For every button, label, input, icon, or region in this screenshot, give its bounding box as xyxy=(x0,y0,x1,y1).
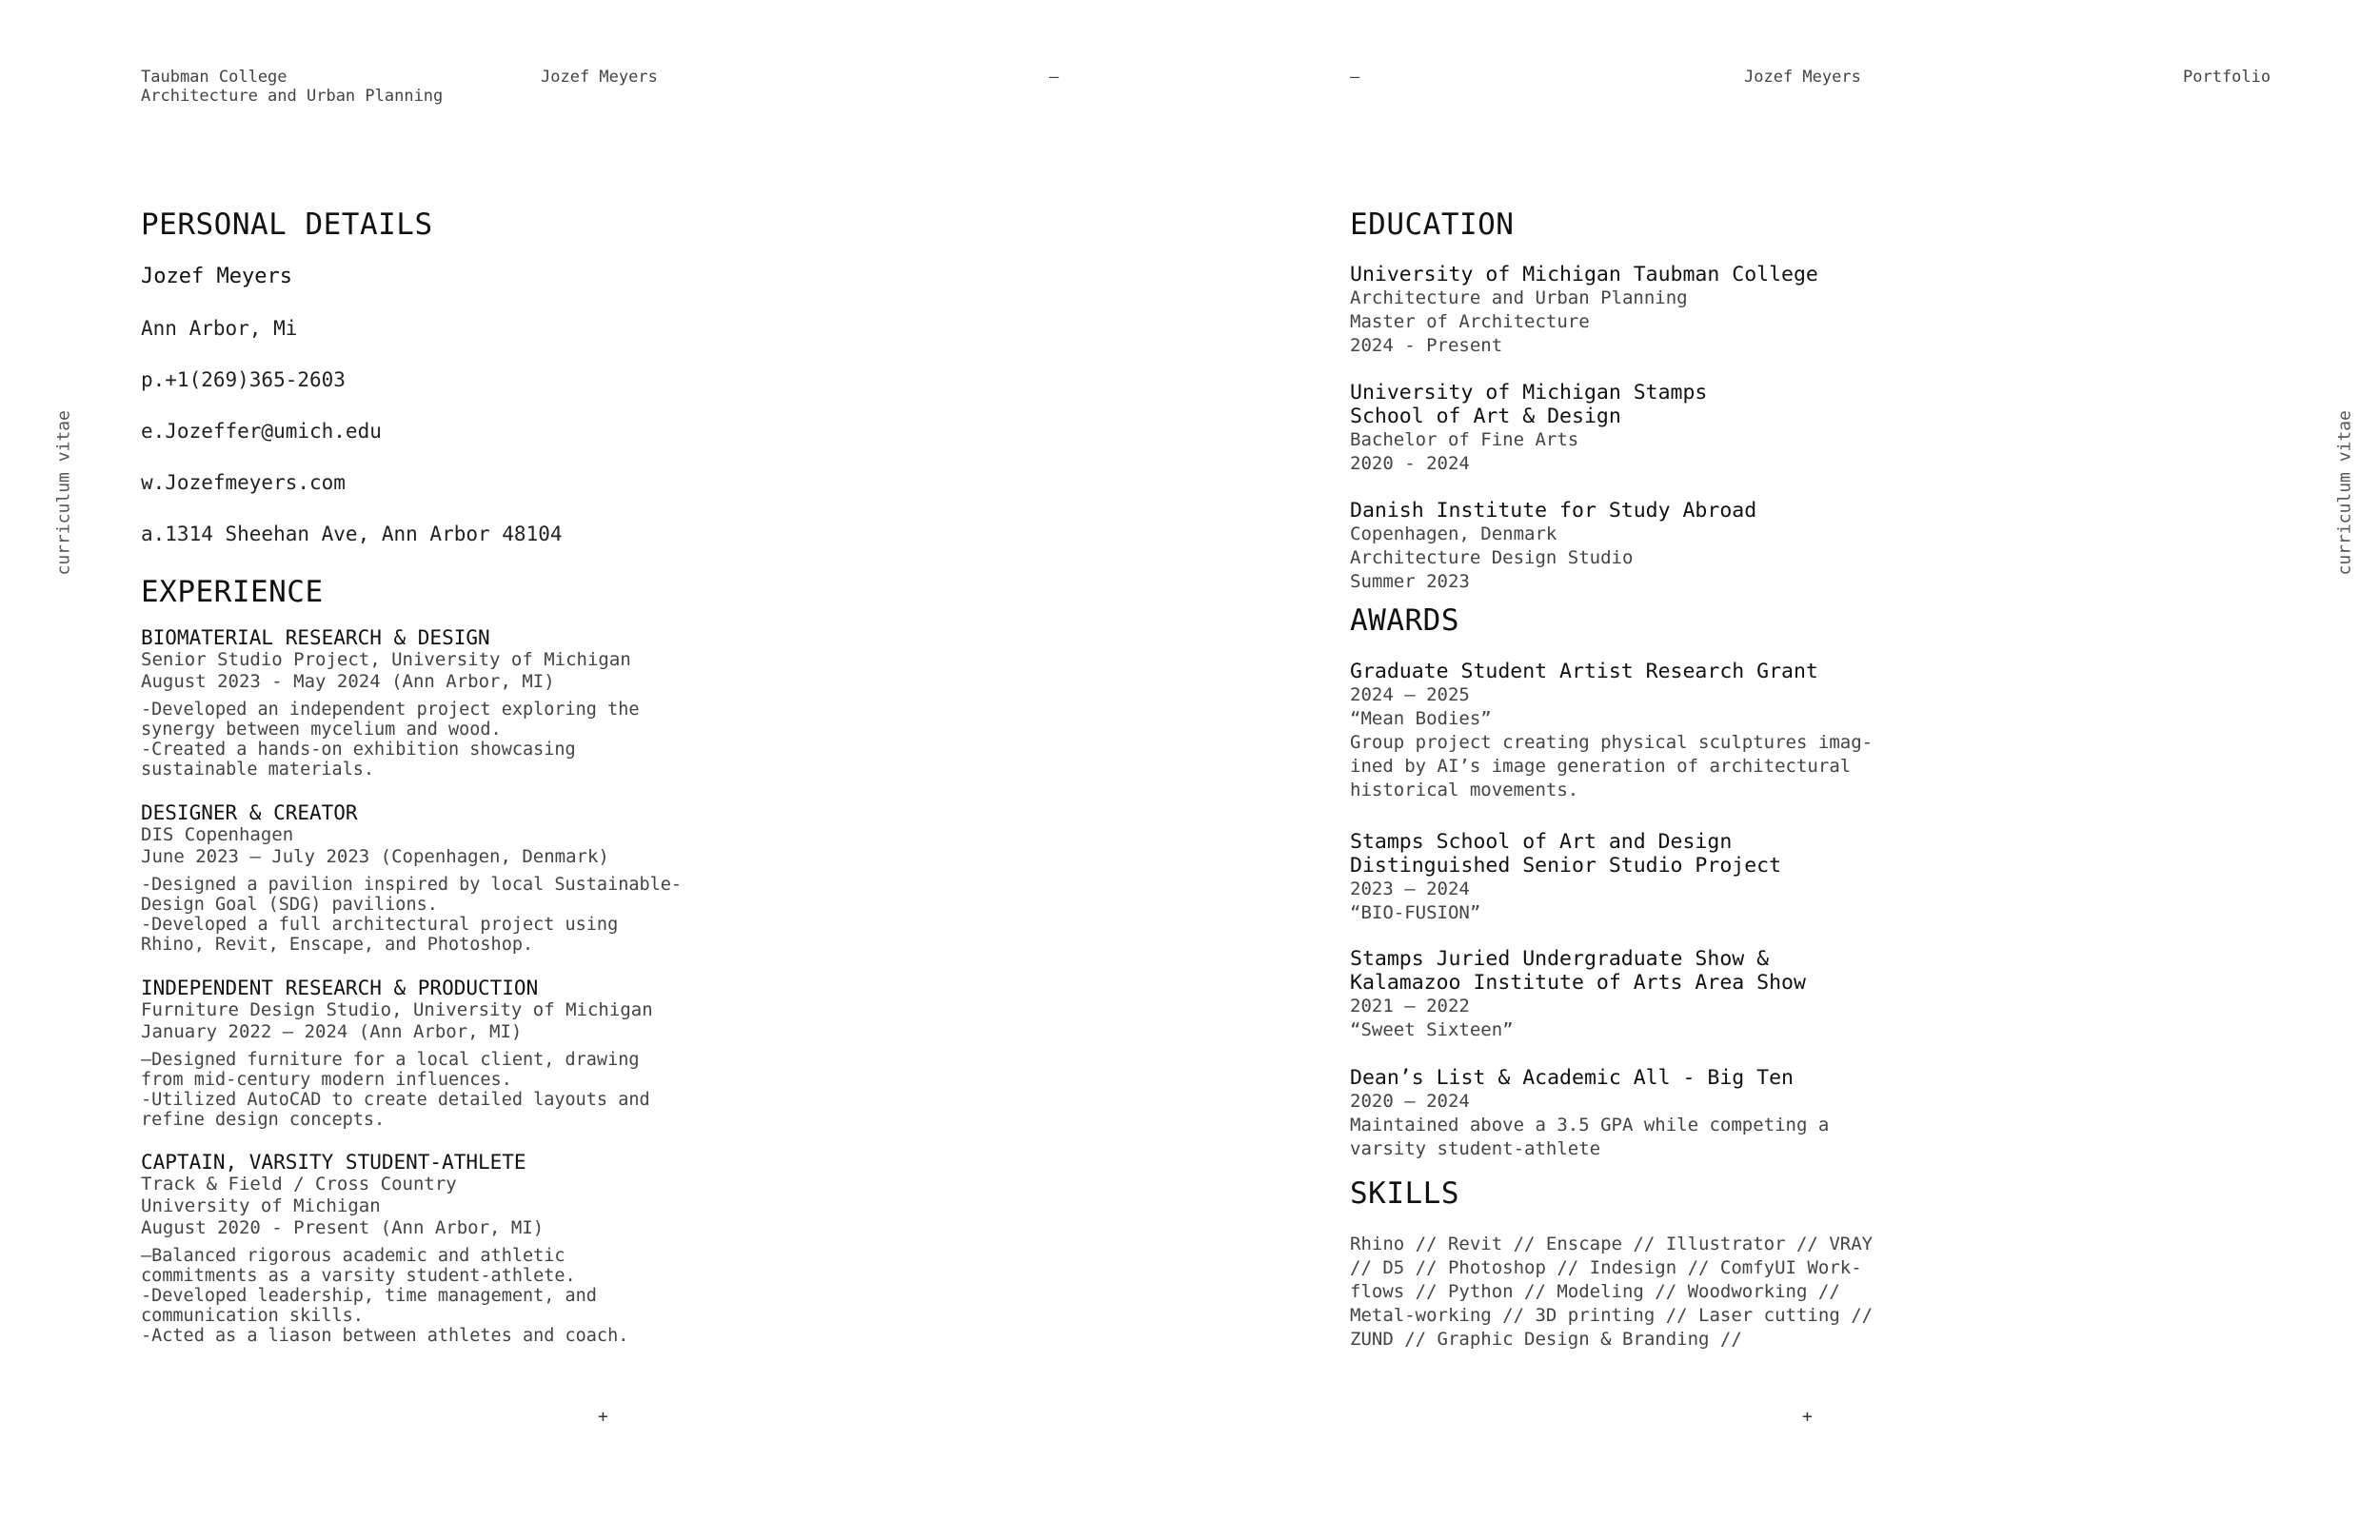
header-school-line2: Architecture and Urban Planning xyxy=(141,87,444,106)
page-mark-right: + xyxy=(1802,1407,1813,1427)
header-right-dash: – xyxy=(1350,68,1360,87)
experience-description xyxy=(141,700,639,780)
experience-org: Track & Field / Cross Country xyxy=(141,1174,457,1194)
education-item xyxy=(1350,263,1818,358)
header-school xyxy=(141,68,443,106)
education-heading: EDUCATION xyxy=(1350,207,1515,242)
award-detail: varsity student-athlete xyxy=(1350,1138,1601,1159)
awards-heading: AWARDS xyxy=(1350,603,1459,638)
award-item xyxy=(1350,830,1781,925)
experience-description xyxy=(141,1246,628,1346)
desc-line: Design Goal (SDG) pavilions. xyxy=(141,895,438,915)
experience-title: BIOMATERIAL RESEARCH & DESIGN xyxy=(141,626,490,649)
award-project: “Sweet Sixteen” xyxy=(1350,1019,1514,1040)
experience-item xyxy=(141,977,653,1130)
experience-org: DIS Copenhagen xyxy=(141,824,294,845)
side-label-left: curriculum vitae xyxy=(53,410,74,576)
header-right-name: Jozef Meyers xyxy=(1744,68,1861,87)
desc-line: -Developed leadership, time management, and xyxy=(141,1286,597,1306)
experience-org: Senior Studio Project, University of Michigan xyxy=(141,649,631,670)
experience-description xyxy=(141,1050,653,1130)
award-item xyxy=(1350,947,1806,1042)
personal-location: Ann Arbor, Mi xyxy=(141,317,298,340)
experience-dates: June 2023 – July 2023 (Copenhagen, Denmark) xyxy=(141,846,609,867)
award-item xyxy=(1350,660,1873,802)
experience-org: University of Michigan xyxy=(141,1195,381,1216)
page-mark-left: + xyxy=(598,1407,608,1427)
education-institution: Danish Institute for Study Abroad xyxy=(1350,499,1757,523)
skills-line: Rhino // Revit // Enscape // Illustrator // VRAY xyxy=(1350,1234,1874,1254)
side-label-right: curriculum vitae xyxy=(2334,410,2355,576)
desc-line: -Acted as a liason between athletes and coach. xyxy=(141,1326,629,1346)
award-dates: 2024 – 2025 xyxy=(1350,684,1470,705)
award-detail: Maintained above a 3.5 GPA while competing a xyxy=(1350,1115,1830,1135)
education-institution: School of Art & Design xyxy=(1350,405,1621,428)
education-item xyxy=(1350,499,1756,594)
personal-email: e.Jozeffer@umich.edu xyxy=(141,420,382,443)
personal-address: a.1314 Sheehan Ave, Ann Arbor 48104 xyxy=(141,523,563,545)
education-institution: University of Michigan Stamps xyxy=(1350,381,1708,405)
education-item xyxy=(1350,381,1707,476)
experience-org: Furniture Design Studio, University of Michigan xyxy=(141,999,653,1020)
experience-item xyxy=(141,801,682,955)
skills-line: ZUND // Graphic Design & Branding // xyxy=(1350,1329,1742,1350)
desc-line: -Developed a full architectural project using xyxy=(141,915,619,935)
experience-title: DESIGNER & CREATOR xyxy=(141,801,358,824)
award-title: Stamps Juried Undergraduate Show & xyxy=(1350,947,1770,971)
education-detail: Master of Architecture xyxy=(1350,311,1590,332)
header-left-name: Jozef Meyers xyxy=(541,68,658,87)
header-portfolio: Portfolio xyxy=(2183,68,2271,87)
education-detail: Copenhagen, Denmark xyxy=(1350,523,1557,544)
education-detail: Architecture Design Studio xyxy=(1350,547,1634,568)
desc-line: from mid-century modern influences. xyxy=(141,1070,512,1090)
award-project: “BIO-FUSION” xyxy=(1350,902,1481,923)
experience-title: INDEPENDENT RESEARCH & PRODUCTION xyxy=(141,977,539,999)
personal-details-heading: PERSONAL DETAILS xyxy=(141,207,433,242)
award-detail: Group project creating physical sculptures imag- xyxy=(1350,732,1874,753)
award-dates: 2021 – 2022 xyxy=(1350,996,1470,1017)
desc-line: refine design concepts. xyxy=(141,1110,386,1130)
desc-line: sustainable materials. xyxy=(141,760,375,780)
desc-line: –Balanced rigorous academic and athletic xyxy=(141,1246,565,1266)
award-title: Dean’s List & Academic All - Big Ten xyxy=(1350,1066,1794,1090)
desc-line: -Created a hands-on exhibition showcasing xyxy=(141,740,576,760)
award-title: Kalamazoo Institute of Arts Area Show xyxy=(1350,971,1806,995)
experience-title: CAPTAIN, VARSITY STUDENT-ATHLETE xyxy=(141,1151,526,1174)
award-title: Stamps School of Art and Design xyxy=(1350,830,1733,854)
desc-line: -Designed a pavilion inspired by local Sustainable- xyxy=(141,875,683,895)
skills-list xyxy=(1350,1233,1873,1352)
desc-line: Rhino, Revit, Enscape, and Photoshop. xyxy=(141,935,534,955)
skills-line: // D5 // Photoshop // Indesign // ComfyUI Work- xyxy=(1350,1257,1862,1278)
experience-item xyxy=(141,626,639,780)
personal-name: Jozef Meyers xyxy=(141,265,292,288)
award-project: “Mean Bodies” xyxy=(1350,708,1492,729)
award-title: Graduate Student Artist Research Grant xyxy=(1350,660,1818,683)
education-detail: Bachelor of Fine Arts xyxy=(1350,429,1579,450)
education-dates: 2024 - Present xyxy=(1350,335,1503,356)
desc-line: -Utilized AutoCAD to create detailed layouts and xyxy=(141,1090,650,1110)
skills-heading: SKILLS xyxy=(1350,1176,1459,1211)
desc-line: commitments as a varsity student-athlete. xyxy=(141,1266,576,1286)
experience-dates: August 2020 - Present (Ann Arbor, MI) xyxy=(141,1217,545,1238)
award-dates: 2023 – 2024 xyxy=(1350,879,1470,899)
award-dates: 2020 – 2024 xyxy=(1350,1091,1470,1112)
desc-line: communication skills. xyxy=(141,1306,364,1326)
experience-dates: August 2023 - May 2024 (Ann Arbor, MI) xyxy=(141,671,555,692)
education-detail: Architecture and Urban Planning xyxy=(1350,287,1688,308)
award-detail: ined by AI’s image generation of architectural xyxy=(1350,756,1852,777)
personal-phone: p.+1(269)365-2603 xyxy=(141,368,346,391)
experience-description xyxy=(141,875,682,955)
experience-heading: EXPERIENCE xyxy=(141,575,324,609)
desc-line: synergy between mycelium and wood. xyxy=(141,720,502,740)
skills-line: Metal-working // 3D printing // Laser cutting // xyxy=(1350,1305,1874,1326)
award-detail: historical movements. xyxy=(1350,780,1579,800)
header-left-dash: — xyxy=(1049,68,1060,87)
experience-item xyxy=(141,1151,628,1346)
award-title: Distinguished Senior Studio Project xyxy=(1350,854,1782,878)
personal-website: w.Jozefmeyers.com xyxy=(141,471,346,494)
desc-line: –Designed furniture for a local client, drawing xyxy=(141,1050,640,1070)
header-school-line1: Taubman College xyxy=(141,68,288,87)
education-dates: Summer 2023 xyxy=(1350,571,1470,592)
experience-dates: January 2022 – 2024 (Ann Arbor, MI) xyxy=(141,1021,523,1042)
desc-line: -Developed an independent project exploring the xyxy=(141,700,640,720)
education-institution: University of Michigan Taubman College xyxy=(1350,263,1818,286)
skills-line: flows // Python // Modeling // Woodworking // xyxy=(1350,1281,1840,1302)
award-item xyxy=(1350,1066,1829,1161)
education-dates: 2020 - 2024 xyxy=(1350,453,1470,474)
